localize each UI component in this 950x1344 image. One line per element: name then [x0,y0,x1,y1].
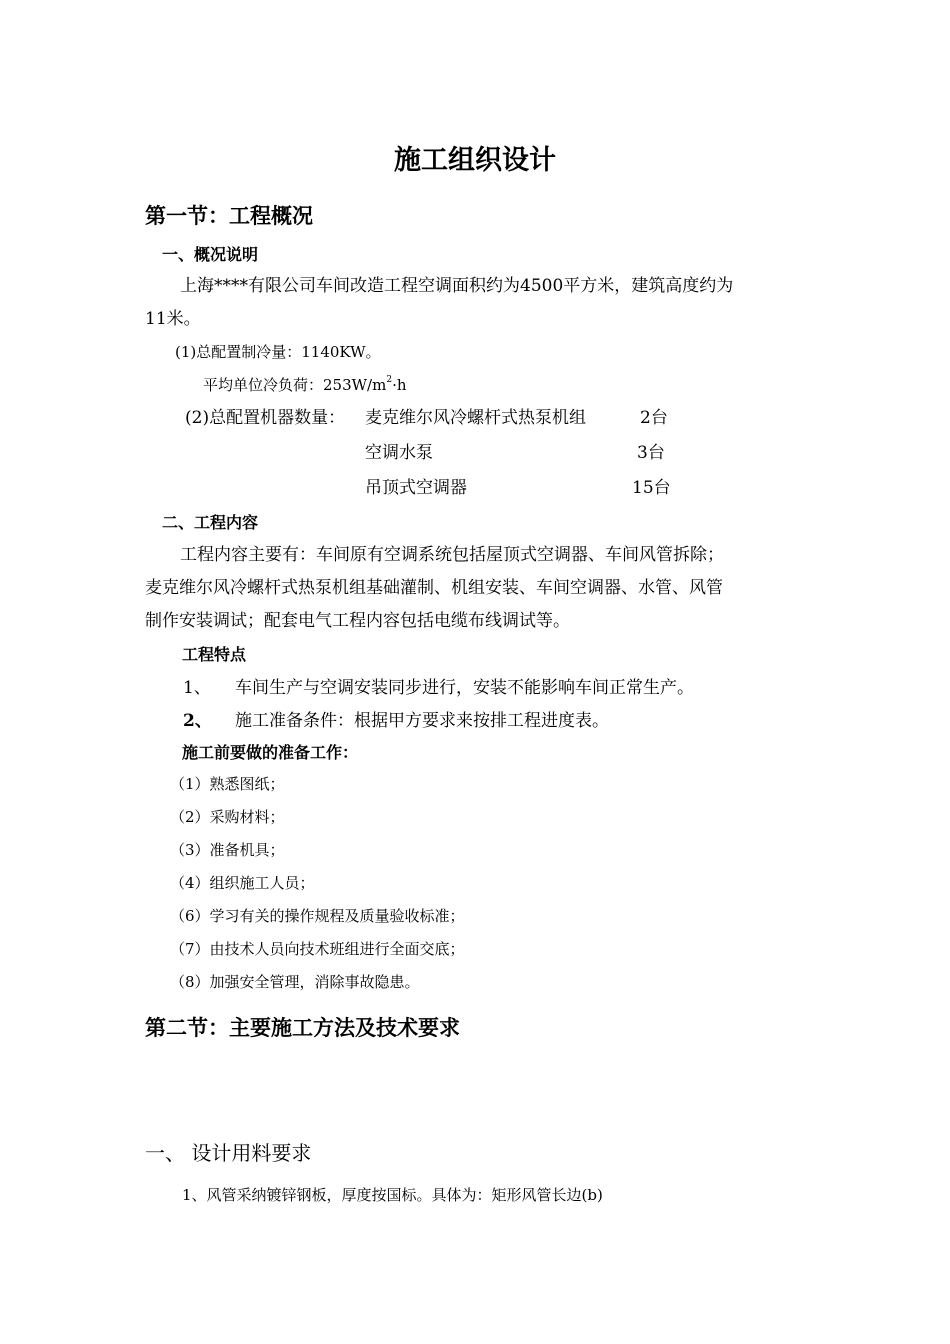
content-para-line: 工程内容主要有：车间原有空调系统包括屋顶式空调器、车间风管拆除； [180,545,724,565]
feature-text: 施工准备条件：根据甲方要求来按排工程进度表。 [235,711,609,731]
feature-text: 车间生产与空调安装同步进行，安装不能影响车间正常生产。 [235,678,694,698]
equipment-qty: 2台 [640,408,668,428]
section1-heading: 第一节：工程概况 [145,204,313,228]
equipment-name: 空调水泵 [365,443,433,463]
prep-item: （6）学习有关的操作规程及质量验收标准； [170,907,465,925]
equipment-name: 麦克维尔风冷螺杆式热泵机组 [365,408,586,428]
prep-item: （1）熟悉图纸； [170,775,285,793]
section2-sub1-heading: 一、 设计用料要求 [145,1141,312,1165]
equipment-name: 吊顶式空调器 [365,478,467,498]
equipment-count-label: (2)总配置机器数量： [185,408,346,428]
overview-para-line1: 上海****有限公司车间改造工程空调面积约为4500平方米，建筑高度约为 [180,276,734,296]
prep-item: （3）准备机具； [170,841,285,859]
feature-number: 1、 [183,678,211,698]
prep-heading: 施工前要做的准备工作： [182,743,359,762]
features-heading: 工程特点 [182,645,247,664]
equipment-qty: 3台 [637,443,665,463]
prep-item: （2）采购材料； [170,808,285,826]
section1-sub1-heading: 一、概况说明 [162,245,259,264]
overview-para-line2: 11米。 [145,309,201,329]
material-requirement-line: 1、风管采纳镀锌钢板，厚度按国标。具体为：矩形风管长边(b) [182,1186,603,1204]
cooling-capacity: (1)总配置制冷量：1140KW。 [175,343,381,361]
content-para-line: 麦克维尔风冷螺杆式热泵机组基础灌制、机组安装、车间空调器、水管、风管 [145,578,723,598]
average-cooling-load: 平均单位冷负荷：$253W/m^2\cdot h$ [203,375,407,394]
feature-number: 2、 [183,711,212,731]
prep-item: （4）组织施工人员； [170,874,315,892]
section1-sub2-heading: 二、工程内容 [162,513,259,532]
content-para-line: 制作安装调试；配套电气工程内容包括电缆布线调试等。 [145,611,570,631]
section2-heading: 第二节：主要施工方法及技术要求 [145,1016,460,1040]
prep-item: （7）由技术人员向技术班组进行全面交底； [170,940,465,958]
prep-item: （8）加强安全管理，消除事故隐患。 [170,973,420,991]
page-title: 施工组织设计 [394,145,556,176]
equipment-qty: 15台 [632,478,671,498]
